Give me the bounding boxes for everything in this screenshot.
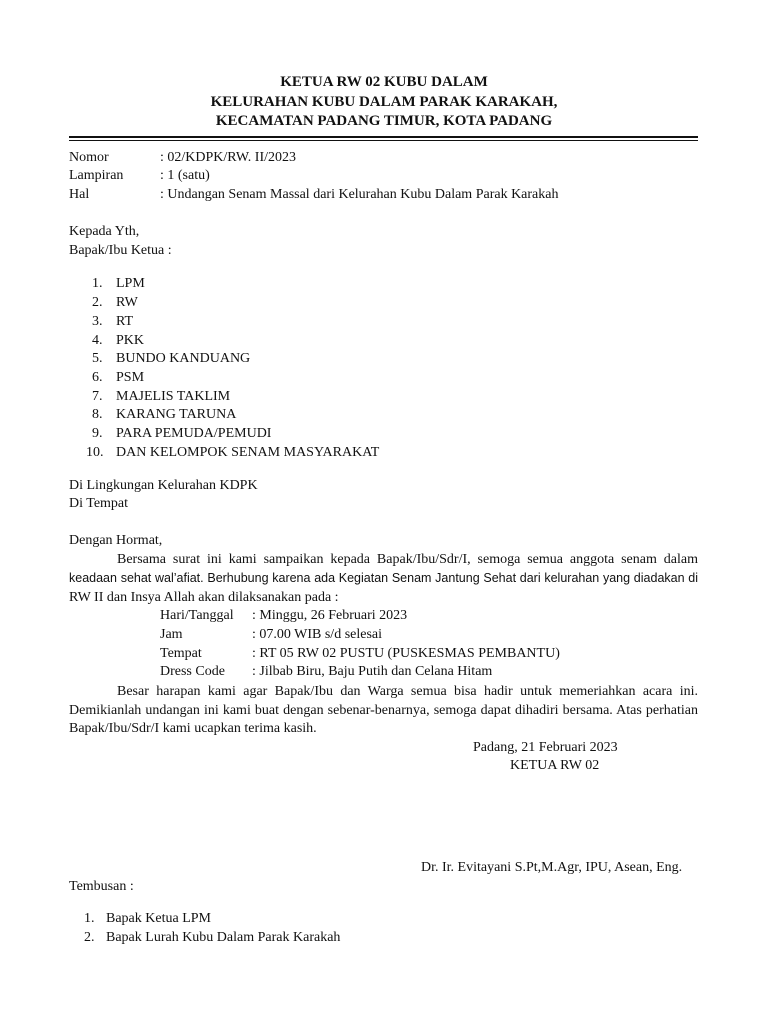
event-value-time: : 07.00 WIB s/d selesai	[252, 627, 383, 642]
list-item-number: 4.	[92, 333, 103, 348]
event-label-date: Hari/Tanggal	[160, 608, 234, 623]
list-item: PKK	[116, 333, 145, 348]
paragraph-1-line-2: keadaan sehat wal’afiat. Berhubung karena ada Kegiatan Senam Jantung Sehat dari kelurahan yang diadakan di	[69, 571, 698, 585]
list-item: BUNDO KANDUANG	[116, 351, 251, 366]
paragraph-2-line-1: Besar harapan kami agar Bapak/Ibu dan Warga semua bisa hadir untuk memeriahkan acara ini.	[117, 684, 698, 699]
meta-label-hal: Hal	[69, 187, 90, 202]
list-item: RT	[116, 314, 134, 329]
list-item-number: 1.	[92, 276, 103, 291]
cc-heading: Tembusan :	[69, 879, 134, 894]
list-item: Bapak Lurah Kubu Dalam Parak Karakah	[106, 930, 341, 945]
paragraph-1-line-3: RW II dan Insya Allah akan dilaksanakan pada :	[69, 590, 339, 605]
list-item-number: 6.	[92, 370, 103, 385]
meta-value-hal: : Undangan Senam Massal dari Kelurahan Kubu Dalam Parak Karakah	[160, 187, 559, 202]
list-item-number: 8.	[92, 407, 103, 422]
meta-value-nomor: : 02/KDPK/RW. II/2023	[160, 150, 296, 165]
meta-label-lampiran: Lampiran	[69, 168, 124, 183]
letterhead-line-3: KECAMATAN PADANG TIMUR, KOTA PADANG	[215, 113, 553, 129]
letterhead-line-1: KETUA RW 02 KUBU DALAM	[280, 74, 488, 90]
event-label-place: Tempat	[160, 646, 202, 661]
list-item: LPM	[116, 276, 145, 291]
list-item-number: 3.	[92, 314, 103, 329]
letterhead-line-2: KELURAHAN KUBU DALAM PARAK KARAKAH,	[210, 94, 558, 110]
meta-label-nomor: Nomor	[69, 150, 109, 165]
paragraph-2-line-3: Bapak/Ibu/Sdr/I kami ucapkan terima kasih.	[69, 721, 317, 736]
letterhead-rule	[69, 136, 698, 138]
meta-value-lampiran: : 1 (satu)	[160, 168, 210, 183]
list-item-number: 2.	[92, 295, 103, 310]
list-item-number: 10.	[86, 445, 104, 460]
list-item-number: 2.	[84, 930, 95, 945]
event-label-dress-code: Dress Code	[160, 664, 225, 679]
signature-title: KETUA RW 02	[510, 758, 600, 773]
paragraph-2-line-2: Demikianlah undangan ini kami buat dengan sebenar-benarnya, semoga dapat dihadiri bersama. Atas perhatian	[69, 703, 698, 718]
list-item: RW	[116, 295, 138, 310]
list-item: DAN KELOMPOK SENAM MASYARAKAT	[116, 445, 380, 460]
list-item: PSM	[116, 370, 145, 385]
signature-place-date: Padang, 21 Februari 2023	[473, 740, 618, 755]
greeting: Dengan Hormat,	[69, 533, 163, 548]
list-item-number: 5.	[92, 351, 103, 366]
event-value-place: : RT 05 RW 02 PUSTU (PUSKESMAS PEMBANTU)	[252, 646, 560, 661]
list-item-number: 7.	[92, 389, 103, 404]
list-item-number: 9.	[92, 426, 103, 441]
list-item-number: 1.	[84, 911, 95, 926]
paragraph-1-line-1: Bersama surat ini kami sampaikan kepada Bapak/Ibu/Sdr/I, semoga semua anggota senam dalam	[117, 552, 698, 567]
event-label-time: Jam	[160, 627, 183, 642]
list-item: PARA PEMUDA/PEMUDI	[116, 426, 272, 441]
event-value-date: : Minggu, 26 Februari 2023	[252, 608, 408, 623]
letterhead-rule-thin	[69, 140, 698, 141]
signature-name: Dr. Ir. Evitayani S.Pt,M.Agr, IPU, Asean, Eng.	[421, 860, 683, 875]
location-line-1: Di Lingkungan Kelurahan KDPK	[69, 478, 258, 493]
list-item: MAJELIS TAKLIM	[116, 389, 231, 404]
location-line-2: Di Tempat	[69, 496, 129, 511]
list-item: KARANG TARUNA	[116, 407, 237, 422]
event-value-dress-code: : Jilbab Biru, Baju Putih dan Celana Hitam	[252, 664, 493, 679]
recipient-heading: Bapak/Ibu Ketua :	[69, 243, 172, 258]
recipient-salutation: Kepada Yth,	[69, 224, 140, 239]
list-item: Bapak Ketua LPM	[106, 911, 211, 926]
